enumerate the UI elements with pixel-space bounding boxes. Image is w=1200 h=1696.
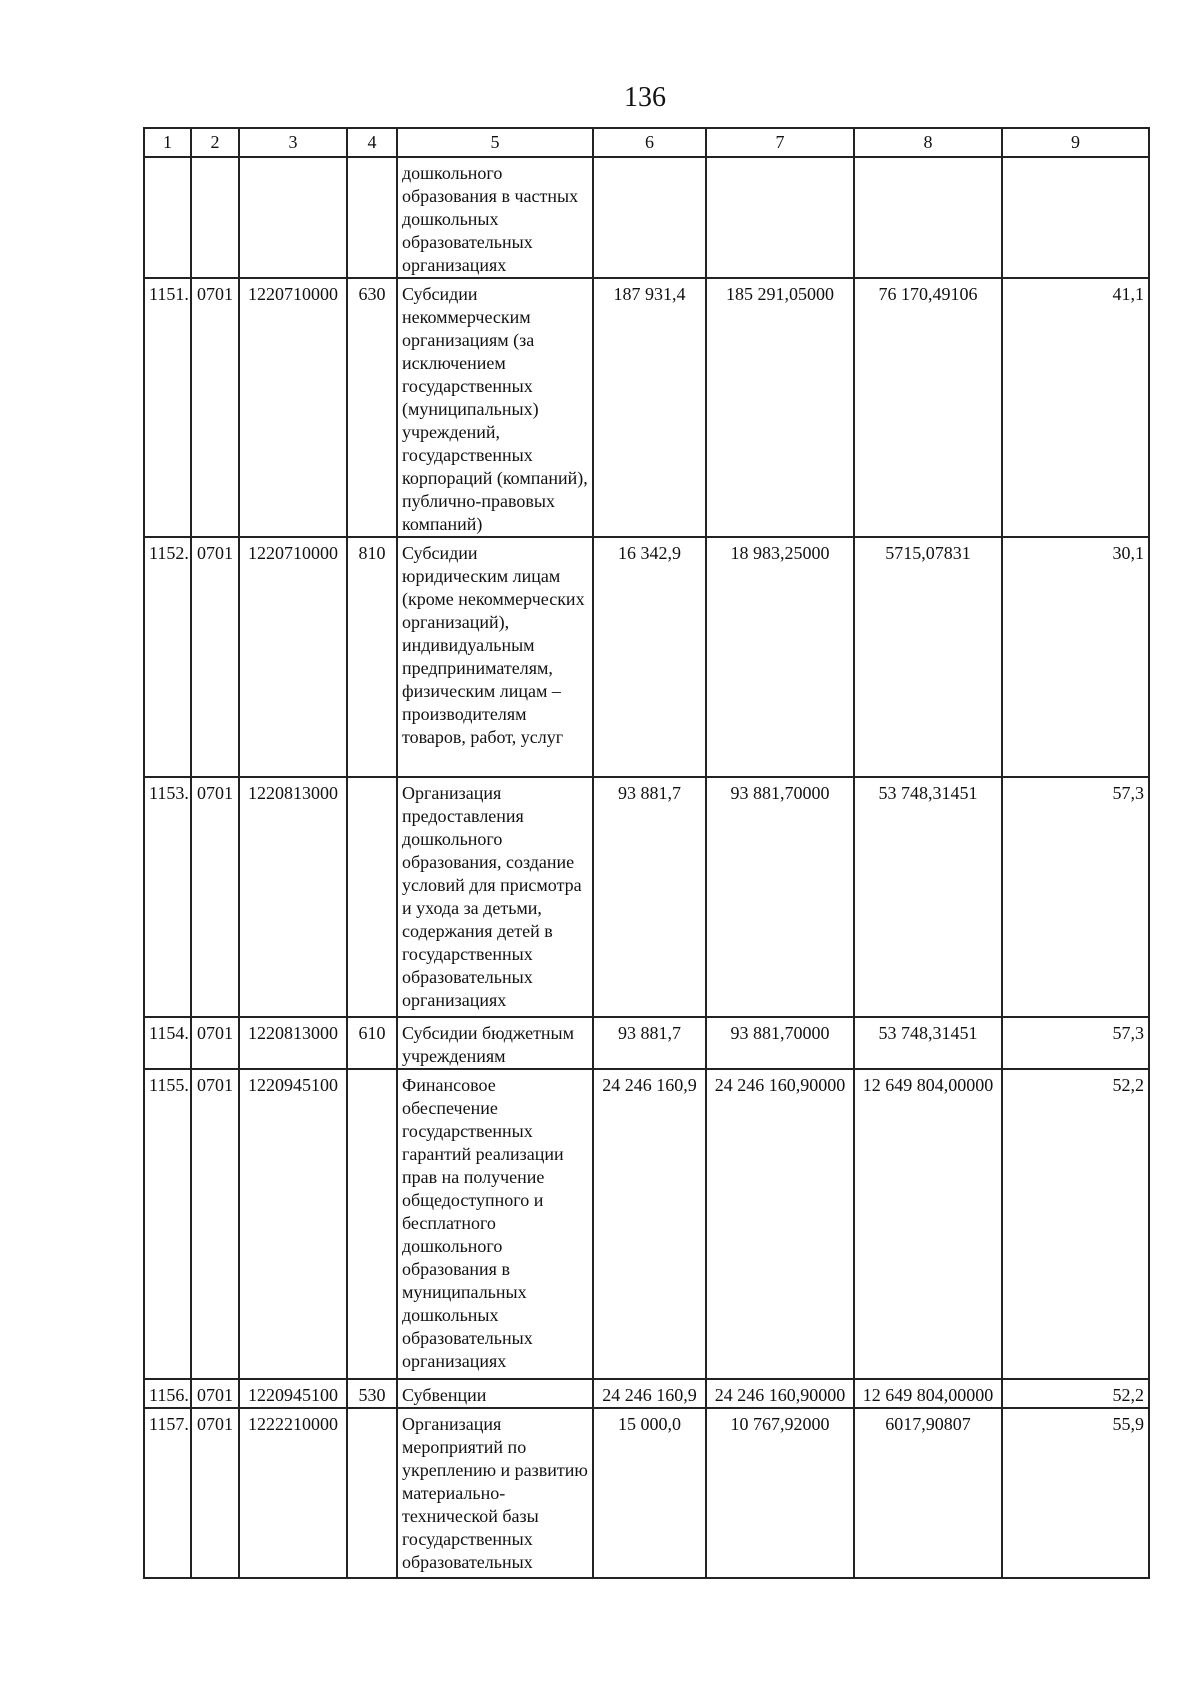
value-col-8: 76 170,49106 (854, 278, 1002, 537)
page-number: 136 (624, 82, 666, 113)
item-name: Субсидии некоммерческим организациям (за исключением государственных (муниципальных) учреждений, государственных корпораций (компаний), публично-правовых компаний) (397, 278, 593, 537)
row-number: 1153. (144, 777, 191, 1017)
percent: 52,2 (1002, 1379, 1149, 1408)
expense-type (347, 1069, 397, 1379)
table-row (144, 278, 1149, 537)
section-code: 0701 (191, 1408, 239, 1578)
item-name: Субвенции (397, 1379, 593, 1408)
percent: 57,3 (1002, 777, 1149, 1017)
value-col-7 (706, 157, 854, 278)
value-col-7: 185 291,05000 (706, 278, 854, 537)
percent: 41,1 (1002, 278, 1149, 537)
value-col-6 (593, 157, 706, 278)
value-col-6: 16 342,9 (593, 537, 706, 777)
row-number: 1151. (144, 278, 191, 537)
value-col-8: 12 649 804,00000 (854, 1379, 1002, 1408)
value-col-8: 6017,90807 (854, 1408, 1002, 1578)
item-name: Финансовое обеспечение государственных гарантий реализации прав на получение общедоступного и бесплатного дошкольного образования в муниципальных дошкольных образовательных организациях (397, 1069, 593, 1379)
target-code: 1220710000 (239, 278, 347, 537)
header-row (144, 128, 1149, 157)
expense-type (347, 777, 397, 1017)
value-col-7: 18 983,25000 (706, 537, 854, 777)
section-code: 0701 (191, 537, 239, 777)
column-header: 6 (593, 128, 706, 157)
item-name: Организация мероприятий по укреплению и развитию материально-технической базы государственных образовательных (397, 1408, 593, 1578)
target-code: 1222210000 (239, 1408, 347, 1578)
row-number: 1152. (144, 537, 191, 777)
value-col-8 (854, 157, 1002, 278)
value-col-6: 24 246 160,9 (593, 1379, 706, 1408)
item-name: дошкольного образования в частных дошкольных образовательных организациях (397, 157, 593, 278)
value-col-8: 53 748,31451 (854, 1017, 1002, 1069)
percent: 30,1 (1002, 537, 1149, 777)
column-header: 9 (1002, 128, 1149, 157)
value-col-7: 93 881,70000 (706, 777, 854, 1017)
target-code: 1220945100 (239, 1069, 347, 1379)
percent: 55,9 (1002, 1408, 1149, 1578)
column-header: 7 (706, 128, 854, 157)
target-code (239, 157, 347, 278)
section-code (191, 157, 239, 278)
budget-table (143, 127, 1150, 1579)
row-number: 1154. (144, 1017, 191, 1069)
column-header: 5 (397, 128, 593, 157)
percent: 52,2 (1002, 1069, 1149, 1379)
value-col-6: 187 931,4 (593, 278, 706, 537)
section-code: 0701 (191, 1379, 239, 1408)
table-row (144, 1379, 1149, 1408)
value-col-6: 93 881,7 (593, 777, 706, 1017)
section-code: 0701 (191, 278, 239, 537)
table-row (144, 157, 1149, 278)
row-number: 1155. (144, 1069, 191, 1379)
target-code: 1220710000 (239, 537, 347, 777)
table-row (144, 537, 1149, 777)
section-code: 0701 (191, 1069, 239, 1379)
section-code: 0701 (191, 1017, 239, 1069)
target-code: 1220813000 (239, 1017, 347, 1069)
item-name: Субсидии юридическим лицам (кроме некоммерческих организаций), индивидуальным предпринимателям, физическим лицам – производителям товаров, работ, услуг (397, 537, 593, 777)
table-row (144, 777, 1149, 1017)
value-col-7: 24 246 160,90000 (706, 1379, 854, 1408)
value-col-8: 12 649 804,00000 (854, 1069, 1002, 1379)
percent: 57,3 (1002, 1017, 1149, 1069)
expense-type: 630 (347, 278, 397, 537)
value-col-6: 15 000,0 (593, 1408, 706, 1578)
item-name: Организация предоставления дошкольного образования, создание условий для присмотра и ухода за детьми, содержания детей в государственных образовательных организациях (397, 777, 593, 1017)
value-col-7: 24 246 160,90000 (706, 1069, 854, 1379)
column-header: 4 (347, 128, 397, 157)
row-number: 1157. (144, 1408, 191, 1578)
value-col-7: 93 881,70000 (706, 1017, 854, 1069)
expense-type: 530 (347, 1379, 397, 1408)
expense-type (347, 1408, 397, 1578)
target-code: 1220945100 (239, 1379, 347, 1408)
target-code: 1220813000 (239, 777, 347, 1017)
column-header: 3 (239, 128, 347, 157)
value-col-8: 53 748,31451 (854, 777, 1002, 1017)
column-header: 1 (144, 128, 191, 157)
expense-type: 810 (347, 537, 397, 777)
percent (1002, 157, 1149, 278)
row-number (144, 157, 191, 278)
value-col-8: 5715,07831 (854, 537, 1002, 777)
column-header: 2 (191, 128, 239, 157)
section-code: 0701 (191, 777, 239, 1017)
value-col-6: 24 246 160,9 (593, 1069, 706, 1379)
table-row (144, 1017, 1149, 1069)
value-col-7: 10 767,92000 (706, 1408, 854, 1578)
value-col-6: 93 881,7 (593, 1017, 706, 1069)
table-row (144, 1069, 1149, 1379)
item-name: Субсидии бюджетным учреждениям (397, 1017, 593, 1069)
column-header: 8 (854, 128, 1002, 157)
expense-type: 610 (347, 1017, 397, 1069)
expense-type (347, 157, 397, 278)
table-row (144, 1408, 1149, 1578)
row-number: 1156. (144, 1379, 191, 1408)
